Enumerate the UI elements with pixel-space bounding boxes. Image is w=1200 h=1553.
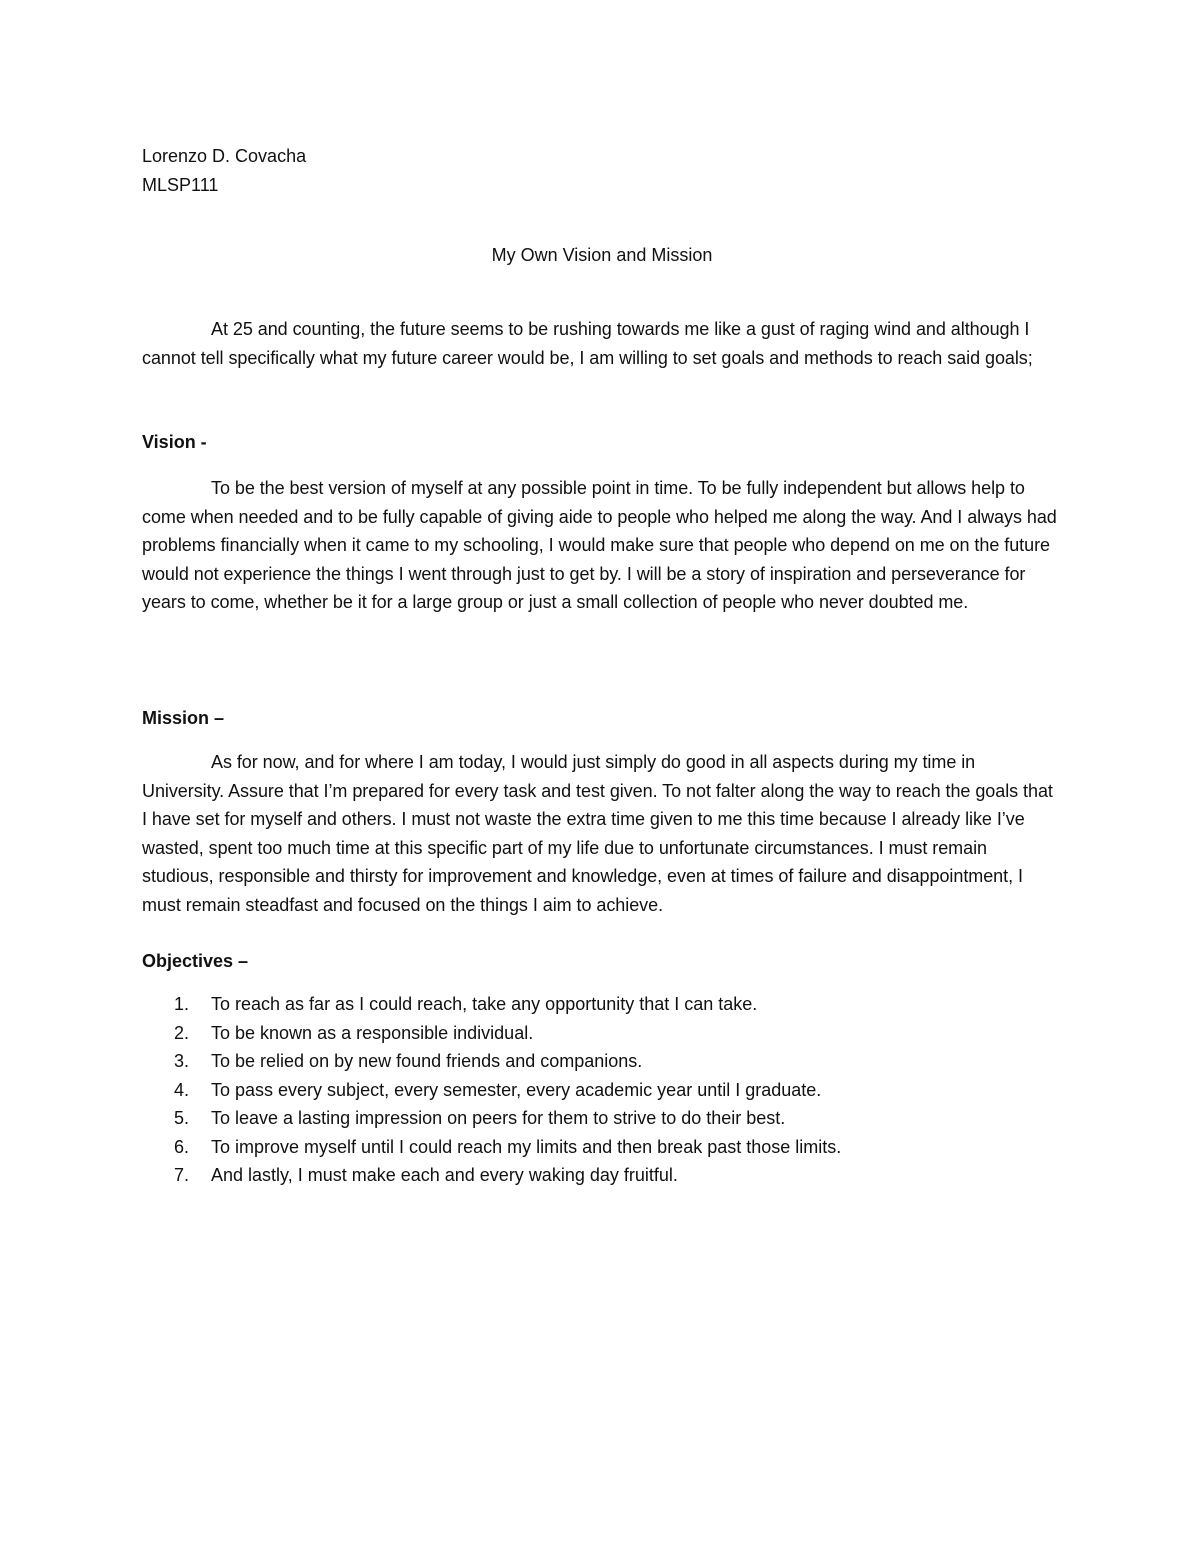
list-item: [142, 1104, 1062, 1133]
list-item: [142, 1047, 1062, 1076]
list-item-text: To be known as a responsible individual.: [211, 1022, 534, 1043]
list-item-text: To reach as far as I could reach, take any opportunity that I can take.: [211, 994, 758, 1014]
vision-paragraph: To be the best version of myself at any possible point in time. To be fully independent but allows help to come when needed and to be fully capable of giving aide to people who helped me along the way. And I always had problems financially when it came to my schooling, I would make sure that people who depend on me on the future would not experience the things I went through just to get by. I will be a story of inspiration and perseverance for years to come, whether be it for a large group or just a small collection of people who never doubted me.: [142, 478, 1057, 612]
course-code: MLSP111: [142, 174, 219, 195]
list-item: [142, 1076, 1062, 1105]
list-item-number: 6.: [174, 1136, 190, 1157]
document-header: [142, 142, 1062, 199]
objectives-heading: Objectives –: [142, 951, 249, 971]
list-item-number: 3.: [174, 1051, 190, 1071]
list-item-text: To be relied on by new found friends and companions.: [211, 1051, 643, 1071]
author-name: Lorenzo D. Covacha: [142, 146, 307, 166]
list-item: [142, 1161, 1062, 1190]
list-item-number: 1.: [174, 994, 190, 1014]
list-item-text: To pass every subject, every semester, every academic year until I graduate.: [211, 1079, 822, 1100]
mission-section: [142, 748, 1062, 919]
list-item: [142, 990, 1062, 1019]
document-title: My Own Vision and Mission: [491, 245, 713, 265]
list-item-text: And lastly, I must make each and every waking day fruitful.: [211, 1165, 678, 1185]
list-item-number: 2.: [174, 1022, 190, 1043]
list-item-number: 5.: [174, 1108, 190, 1128]
mission-paragraph: As for now, and for where I am today, I would just simply do good in all aspects during my time in University. Assure that I’m prepared for every task and test given. To not falter along the way to reach the goals that I have set for myself and others. I must not waste the extra time given to me this time because I already like I’ve wasted, spent too much time at this specific part of my life due to unfortunate circumstances. I must remain studious, responsible and thirsty for improvement and knowledge, even at times of failure and disappointment, I must remain steadfast and focused on the things I aim to achieve.: [142, 752, 1053, 915]
vision-section: [142, 474, 1062, 617]
objectives-list: [142, 990, 1062, 1190]
intro-paragraph: At 25 and counting, the future seems to be rushing towards me like a gust of raging wind and although I cannot tell specifically what my future career would be, I am willing to set goals and methods to reach said goals;: [142, 319, 1033, 368]
list-item: [142, 1019, 1062, 1048]
mission-heading: Mission –: [142, 708, 225, 728]
vision-heading: Vision -: [142, 432, 207, 452]
list-item-number: 4.: [174, 1079, 190, 1100]
intro-section: [142, 315, 1062, 372]
list-item-text: To leave a lasting impression on peers for them to strive to do their best.: [211, 1108, 786, 1128]
list-item-text: To improve myself until I could reach my limits and then break past those limits.: [211, 1136, 842, 1157]
list-item-number: 7.: [174, 1165, 190, 1185]
list-item: [142, 1133, 1062, 1162]
